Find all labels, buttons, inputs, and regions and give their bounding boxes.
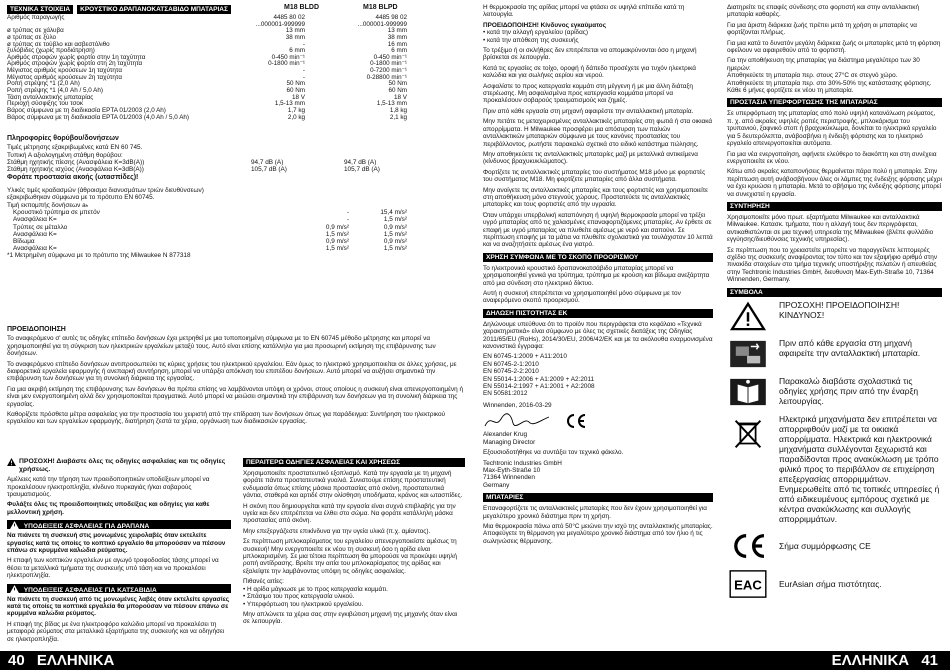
row-value: 0,9 m/s² [383,223,407,231]
row-value: 1,5-13 mm [274,100,305,108]
list-item: EN 55014-2:1997 + A1:2001 + A2:2008 [483,383,595,391]
conformity-heading: ΔΗΛΩΣΗ ΠΙΣΤΟΤΗΤΑΣ ΕΚ [483,309,713,318]
paragraph: Φορτίζετε τις ανταλλακτικές μπαταρίες του συστήματος M18 μόνο με φορτιστές του συστήματος M18. Μη φορτίζετε μπαταρίες από άλλα συστήματα. [483,168,706,184]
spec-rows [7,15,407,121]
paragraph: Κατά τις εργασίες σε τοίχο, οροφή ή δάπεδο προσέχετε για τυχόν ηλεκτρικά καλώδια και για σωλήνες αερίου και νερού. [483,64,696,80]
vibration-footnote: *1 Μετρημένη σύμφωνα με το πρότυπο της Milwaukee N 877318 [7,252,191,260]
row-label: Τρύπες σε μέταλλο [13,223,68,231]
further-safety-column [243,458,465,629]
spec-subtitle: ΚΡΟΥΣΤΙΚΟ ΔΡΑΠΑΝΟΚΑΤΣΑΒΙΔΟ ΜΠΑΤΑΡΙΑΣ [77,5,231,14]
screw-safety-heading: ΥΠΟΔΕΙΞΕΙΣ ΑΣΦΑΛΕΙΑΣ ΓΙΑ ΚΑΤΣΑΒΙΔΙΑ [7,584,231,593]
symbol-text: ΠΡΟΣΟΧΗ! ΠΡΟΕΙΔΟΠΟΙΗΣΗ! ΚΙΝΔΥΝΟΣ! [779,299,900,320]
row-value: - [346,209,349,217]
row-label: Κρουστικό τρύπημα σε μπετόν [13,209,100,217]
row-value: 50 Nm [286,80,305,88]
row-label: Βάρος σύμφωνα με τη διαδικασία EPTA 01/2003 (4,0 Ah / 5,0 Ah) [7,113,190,121]
row-value: 0-450 min⁻¹ [373,53,407,61]
symbol-row [727,568,942,600]
list-item: • Η αρίδα μάγκωσε με το προς κατεργασία κομμάτι. [243,586,465,593]
conformity-p1: Δηλώνουμε υπεύθυνα ότι το προϊόν που περιγράφεται στο κεφάλαιο «Τεχνικά χαρακτηριστικά» είναι σύμφωνο με όλες τις σχετικές διατάξεις της Οδηγίας 2011/65/EU (RoHs), 2014/30/EU, 2006/42/EK και με τα ακόλουθα εναρμονισμένα κανονιστικά έγγραφα: [483,320,713,351]
row-label: ξυλόβιδες (χωρίς προδιάτρηση) [7,47,95,55]
row-label: Ανασφάλεια K= [13,216,57,224]
spec-header [7,4,407,14]
paragraph: Για μια άριστη διάρκεια ζωής πρέπει μετά τη χρήση οι μπαταρίες να φορτίζονται πλήρως. [727,21,917,37]
company-address [483,460,713,490]
row-label: Ροπή στρέψης *1 (2,0 Ah) [7,80,80,88]
footer-left [0,651,475,670]
row-label: ø τρύπας σε χάλυβα [7,27,64,35]
row-value: 1,5 m/s² [325,245,349,253]
safety-column [7,458,231,646]
conformity-date: Winnenden, 2016-03-29 [483,401,552,409]
spec-col2: M18 BLPD [363,4,398,11]
symbol-row [727,376,942,408]
signature-icon [483,411,553,431]
address-line: 71364 Winnenden [483,474,535,482]
table-row [13,238,407,245]
overload-heading: ΠΡΟΣΤΑΣΙΑ ΥΠΕΡΦΟΡΤΩΣΗΣ ΤΗΣ ΜΠΑΤΑΡΙΑΣ [727,98,942,107]
address-line: Germany [483,481,510,489]
row-value: ...000001-999999 [255,20,305,28]
drill-safety-body: Η επαφή των κοπτικών εργαλείων με αγωγό τροφοδοσίας τάσης μπορεί να θέσει τα μεταλλικά τμήματα της συσκευής υπό τάση και να προκαλέσει ηλεκτροπληξία. [7,557,219,580]
table-row [7,115,407,122]
row-value: 16 mm [387,40,407,48]
batteries-heading: ΜΠΑΤΑΡΙΕΣ [483,493,713,502]
row-value: 94,7 dB (A) [251,159,284,167]
warning-triangle-icon [7,458,16,466]
row-value: 15,4 m/s² [380,209,407,217]
row-value: 0-1800 min⁻¹ [268,60,305,68]
table-row [13,231,407,238]
warning-heading: ΠΡΟΕΙΔΟΠΟΙΗΣΗ [7,326,66,333]
paragraph: Πριν από κάθε εργασία στη μηχανή αφαιρέστε την ανταλλακτική μπαταρία. [483,107,694,115]
table-row [7,28,407,35]
row-value: 1,5 m/s² [383,245,407,253]
row-value: 0-1800 min⁻¹ [370,60,407,68]
warning-triangle-icon [10,521,19,529]
row-label: Αριθμός στροφών χωρίς φορτίο στη 2η ταχύτητα [7,60,143,68]
paragraph: Ασφαλίστε το προς κατεργασία κομμάτι στη μέγγενη ή με μια άλλη διάταξη στερέωσης. Μη ασφαλισμένα προς κατεργασία κομμάτια μπορεί να προκαλέσουν σοβαρούς τραυματισμούς και ζημιές. [483,82,693,105]
row-label: Τάση ανταλλακτικής μπαταρίας [7,93,94,101]
row-label: ø τρύπας σε τούβλο και ασβεστόλιθο [7,40,110,48]
page-number-left: 40 [8,652,25,669]
paragraph: Για μια κατά το δυνατόν μεγάλη διάρκεια ζωής οι μπαταρίες μετά τη φόρτιση οφείλουν να αφαιρεθούν από το φορτιστή. [727,39,941,55]
paragraph: Αποθηκεύετε τη μπαταρία περ. στο 30%-50% της κατάστασης φόρτισης. [727,79,932,87]
row-value: 4485 80 02 [273,14,305,21]
drill-safety-bold: Να πιάνετε τη συσκευή στις μονωμένες χειρολαβές όταν εκτελείτε εργασίες κατά τις οποίες το κοπτικό εργαλείο θα μπορούσαν να πέσουν επάνω σε κρυμμένα καλώδια ρεύματος. [7,532,226,555]
footer-right [475,651,950,670]
row-value: 0,9 m/s² [325,223,349,231]
burn-list [483,29,713,44]
row-label: Στάθμη ηχητικής ισχύος (Ανασφάλεια K=3dB(A)) [7,166,144,174]
row-value: 2,0 kg [287,113,305,121]
paragraph: Η θερμοκρασία της αρίδας μπορεί να φτάσει σε υψηλά επίπεδα κατά τη λειτουργία. [483,4,685,19]
symbol-row [727,300,942,332]
footer-language-right: ΕΛΛΗΝΙΚΑ [831,652,910,669]
row-value: 1,5 m/s² [383,216,407,224]
row-label: Μέγιστος αριθμός κρούσεων 2η ταχύτητα [7,73,122,81]
row-label: Μέγιστος αριθμός κρούσεων 1η ταχύτητα [7,67,122,75]
batteries-p1: Επαναφορτίζετε τις ανταλλακτικές μπαταρίες που δεν έχουν χρησιμοποιηθεί για μεγαλύτερο χρονικό διάστημα πριν τη χρήση. [483,505,707,520]
table-row [13,216,407,223]
spec-table [7,4,407,121]
row-label: Αριθμός παραγωγής [7,14,65,21]
row-value: 1,5-13 mm [376,100,407,108]
general-warning-body: Αμέλειες κατά την τήρηση των προειδοποιητικών υποδείξεων μπορεί να προκαλέσουν ηλεκτροπληξία, κίνδυνο πυρκαγιάς ή/και σοβαρούς τραυματισμούς. [7,476,210,498]
list-item: • κατά την αλλαγή εργαλείου (αρίδας) [483,29,713,36]
row-value: 0,9 m/s² [383,237,407,245]
symbol-row [727,338,942,370]
read-manual-icon [727,376,769,408]
row-value: 6 mm [289,47,305,55]
further-safety-final: Μην απλώνετε τα χέρια σας στην εγκιβώτιση μηχανή της μηχανής όταν είναι σε λειτουργία. [243,610,458,626]
row-value: - [302,67,305,75]
right-column-1 [483,4,713,548]
row-value: - [302,40,305,48]
row-value: 18 V [292,93,305,101]
row-label: Βίδωμα [13,237,35,245]
authorized-text: Εξουσιοδοτήθηκε να συντάξει τον τεχνικό φάκελο. [483,449,624,457]
intended-use-heading: ΧΡΗΣΗ ΣΥΜΦΩΝΑ ΜΕ ΤΟ ΣΚΟΠΟ ΠΡΟΟΡΙΣΜΟΥ [483,253,713,262]
noise-heading: Πληροφορίες θορύβου/δονήσεων [7,135,119,142]
noise-warning: Φοράτε προστασία ακοής (ωτασπίδες)! [7,173,139,181]
vibration-intro: Υλικές τιμές κραδασμών (άθροισμα διανυσμάτων τριών διευθύνσεων) εξακριβωθηκαν σύμφωνα με το πρότυπο EN 60745. [7,187,204,202]
noise-rows [7,159,407,173]
general-warning-keep: Φυλάξτε όλες τις προειδοποιητικές υποδείξεις και οδηγίες για καθε μελλοντική χρήση. [7,501,210,516]
row-value: 2,1 kg [389,113,407,121]
address-line: Max-Eyth-Straße 10 [483,466,541,474]
ce-mark-icon [565,413,587,429]
right-column-2 [727,4,942,606]
row-label: Ανασφάλεια K= [13,230,57,238]
further-safety-paragraph: Μην επεξεργάζεστε επικίνδυνα για την υγεία υλικά (π.χ. αμίαντος). [243,527,431,535]
row-value: 105,7 dB (A) [251,166,287,174]
signer-name: Alexander Krug [483,431,528,439]
row-value: 0-450 min⁻¹ [271,53,305,61]
warning-paragraph: Καθορίζετε πρόσθετα μέτρα ασφαλείας για την προστασία του χειριστή από την επίδραση των δονήσεων όπως για παράδειγμα: Συντήρηση του ηλεκτρικού εργαλείου και των εργαλείων εφαρμογής, διατήρηση ζεστά τα χέρια, οργάνωση των διαδικασιών εργασίας. [7,411,446,426]
symbol-text: Σήμα συμμόρφωσης CE [779,540,871,551]
ce-mark-icon [727,530,769,562]
weee-bin-icon [727,414,769,454]
row-label: ø τρύπας σε ξύλο [7,33,57,41]
maintenance-heading: ΣΥΝΤΗΡΗΣΗ [727,202,942,211]
row-value: 18 V [394,93,407,101]
row-value: 1,5 m/s² [325,230,349,238]
warning-section [7,322,465,429]
noise-line: Τιμές μέτρησης εξακριβωμένες κατά EN 60 745. [7,144,143,152]
causes-intro: Πιθανές αιτίες: [243,578,284,586]
warning-paragraph: Το αναφερόμενο σ' αυτές τις οδηγίες επίπεδο δονήσεων έχει μετρηθεί με μια τυποποιημένη σύμφωνα με το EN 60745 μέθοδο μέτρησης και μπορεί να χρησιμοποιηθεί για τη σύγκριση των ηλεκτρικών εργαλείων μεταξύ τους. Αυτό είναι επίσης κατάλληλο για μια προσωρινή εκτίμηση της επιβάρυνσης των δονήσεων. [7,335,436,358]
signature-area [483,411,713,431]
table-row [13,209,407,216]
paragraph: Μην ανοίγετε τις ανταλλακτικές μπαταρίες και τους φορτιστές και χρησιμοποιείτε στη αποθήκευση μόνο στεγνούς χώρους. Προστατεύετε τις ανταλλακτικές μπαταρίες και τους φορτιστές από την υγρασία. [483,186,709,209]
list-item: EN 55014-1:2006 + A1:2009 + A2:2011 [483,375,595,383]
remove-battery-icon [727,338,769,370]
burn-warning: ΠΡΟΕΙΔΟΠΟΙΗΣΗ! Κίνδυνος εγκαύματος [483,21,607,29]
vibration-rows [7,209,407,252]
spec-title: ΤΕΧΝΙΚΑ ΣΤΟΙΧΕΙΑ [7,5,73,14]
list-item: • Υπερφόρτωση του ηλεκτρικού εργαλείου. [243,601,465,608]
warning-triangle-icon [10,585,19,593]
screw-safety-bold: Να πιάνετε τη συσκευή από τις μονωμένες λαβές όταν εκτελείτε εργασίες κατά τις οποίες τα κοπτικά εργαλεία θα μπορούσαν να πέσουν επάνω σε κρυμμένα καλώδια ρεύματος. [7,595,230,618]
paragraph: Διατηρείτε τις επαφές σύνδεσης στο φορτιστή και στην ανταλλακτική μπαταρία καθαρές. [727,4,920,19]
row-label: Αριθμός στροφών χωρίς φορτίο στην 1η ταχύτητα [7,53,146,61]
further-safety-paragraph: Η σκόνη που δημιουργείται κατά την εργασία είναι συχνά επιβλαβής για την υγεία και δεν επιτρέπεται να έλθει στο σώμα. Να φοράτε κατάλληλη μάσκα προστασίας από σκόνη. [243,502,456,525]
row-value: 0,9 m/s² [325,237,349,245]
row-label: Ανασφάλεια K= [13,245,57,253]
overload-p2: Για μια νέα ενεργοποίηση, αφήνετε ελεύθερο το διακόπτη και στη συνέχεια ενεργοποιείτε εκ νέου. [727,150,937,165]
list-item: • κατά την απόθεση της συσκευής [483,37,713,44]
row-value: 1,7 kg [287,106,305,114]
overload-p1: Σε υπερφόρτωση της μπαταρίας από πολύ υψηλή κατανάλωση ρεύματος, π. χ. από ακραίες υψηλές ροπές περιστροφής, μπλοκάρισμα του τρυπανιού, ξαφνικό στοπ ή βραχυκύκλωμα, δονείται το ηλεκτρικό εργαλείο για 5 δευτερόλεπτα, ανάβοσβήνει η ένδειξη φόρτισης και το ηλεκτρικό εργαλείο απενεργοποιείται αυτόματα. [727,110,937,148]
eac-mark-icon [727,568,769,600]
page-number-right: 41 [921,652,938,669]
symbol-text: Πριν από κάθε εργασία στη μηχανή αφαιρείτε την ανταλλακτική μπαταρία. [779,337,921,358]
overload-p3: Κάτω από ακραίες καταπονήσεις θερμαίνεται πάρα πολύ η μπαταρία. Στην περίπτωση αυτή ανάβοσβήνουν όλες οι λάμπες της ένδειξης φόρτισης μέχρι να έχει κρυώσει η μπαταρία. Μετά το σβήσιμο της ένδειξης φόρτισης μπορεί να συνεχιστεί η εργασία. [727,168,942,198]
table-row [7,15,407,22]
row-value: 6 mm [391,47,407,55]
batteries-p2: Μια θερμοκρασία πάνω από 50°C μειώνει την ισχύ της ανταλλακτικής μπαταρίας. Αποφεύγετε τη θέρμανση για μεγαλύτερο χρονικό διάστημα από τον ήλιο ή τις σωληνώσεις θέρμανσης. [483,522,713,545]
row-label: Περιοχή σύσφιξης του τσοκ [7,100,84,108]
row-label: Βάρος σύμφωνα με τη διαδικασία EPTA 01/2003 (2,0 Ah) [7,106,166,114]
row-value: 0-7200 min⁻¹ [370,67,407,75]
symbol-row [727,414,942,524]
row-value: 38 mm [387,33,407,41]
further-safety-paragraph: Σε περίπτωση μπλοκαρίσματος του εργαλείου απενεργοποιείστε αμέσως τη συσκευή! Μην ενεργοποιείτε εκ νέου τη συσκευή όσο η αρίδα είναι μπλοκαρισμένη. Σε μια τέτοια περίπτωση θα μπορούσε να προκύψει υψηλή ροπή αντίδρασης. Βρείτε την αιτία του μπλοκαρίσματος της αρίδας και εξαλείψτε την λαμβάνοντας υπόψη τις οδηγίες ασφαλείας. [243,538,457,575]
noise-block [7,131,407,260]
row-value: 1,5 m/s² [383,230,407,238]
table-row [13,245,407,252]
paragraph: Το τρέξιμο ή οι σκλήθρες δεν επιτρέπεται να απομακρύνονται όσο η μηχανή βρίσκεται σε λειτουργία. [483,47,697,62]
symbol-text: EurAsian σήμα πιστότητας. [779,578,882,589]
list-item: EN 50581:2012 [483,390,528,398]
warning-triangle-icon [727,300,769,332]
row-value: - [302,73,305,81]
further-safety-heading: ΠΕΡΑΙΤΕΡΩ ΟΔΗΓΙΕΣ ΑΣΦΑΛΕΙΑΣ ΚΑΙ ΧΡΗΣΕΩΣ [243,458,465,467]
symbols-heading: ΣΥΜΒΟΛΑ [727,288,942,297]
standards-list [483,353,713,397]
list-item: • Σπάσιμο του προς κατεργασία υλικού. [243,593,465,600]
row-value: 0-28800 min⁻¹ [366,73,407,81]
signer-title: Managing Director [483,438,536,446]
warning-paragraph: Για μια ακριβή εκτίμηση της επιβάρυνσης των δονήσεων θα πρέπει επίσης να λαμβάνονται υπόψη οι χρόνοι, στους οποίους η συσκευή είναι απενεργοποιημένη ή είναι μεν ενεργοποιημένη αλλά δεν χρησιμοποιείται πραγματικά. Αυτό μπορεί να μειώσει σημαντικά την επιβάρυνση των δονήσεων για τη συνολική διάρκεια της εργασίας. [7,385,463,408]
row-value: 13 mm [285,27,305,35]
row-value: 13 mm [387,27,407,35]
general-warning-heading: ΠΡΟΣΟΧΗ! Διαβάστε όλες τις οδηγίες ασφαλείας και τις οδηγίες χρήσεως. [7,458,231,473]
row-value: 4485 98 02 [375,14,407,21]
row-value: - [346,216,349,224]
row-label: Στάθμη ηχητικής πίεσης (Ανασφάλεια K=3dB(A)) [7,159,145,167]
intended-use-p1: Το ηλεκτρονικό κρουστικό δραπανοκατσάβιδο μπαταρίας μπορεί να χρησιμοποιηθεί γενικά για τρύπημα, τρύπημα με κρούση και βίδωμα ανεξάρτητα από μια σύνδεση στο ηλεκτρικό δίκτυο. [483,264,710,287]
footer-language-left: ΕΛΛΗΝΙΚΑ [36,652,115,669]
row-value: 105,7 dB (A) [344,166,380,174]
svg-text:EAC: EAC [734,577,762,593]
maintenance-p1: Χρησιμοποιείτε μόνο πρωτ. εξαρτήματα Milwaukee και ανταλλακτικά Milwaukee. Κατασκ. τμήματα, που η αλλαγή τους δεν περιγράφεται, αντικαθιστώνται σε μια τεχνική υπηρεσία της Milwaukee (βλέπε φυλλάδιο εγγύησης/διευθύνσεις τεχνικής υπηρεσίας). [727,213,934,244]
page-right [475,0,950,670]
row-value: 60 Nm [388,87,407,95]
address-line: Techtronic Industries GmbH [483,459,562,467]
list-item: EN 60745-1:2009 + A11:2010 [483,353,567,361]
vibration-emission: Τιμή εκπομπής δονήσεων aₕ [7,201,89,209]
causes-list [243,586,465,608]
maintenance-p2: Σε περίπτωση που το χρειαστείτε μπορείτε να παραγγείλετε λεπτομερές σχέδιο της συσκευής αναφέροντας τον τύπο και τον εξαψήφιο αριθμό στην πινακίδα στοιχείων στο τμήμα τεχνικής υποστήριξης πελατών ή απευθείας στην Techtronic Industries GmbH, διευθυνση Max-Eyth-Straße 10, 71364 Winnenden, Germany. [727,246,938,284]
symbol-text: Ηλεκτρικά μηχανήματα δεν επιτρέπεται να απορριφθούν μαζί με τα οικιακά απορρίμματα. Ηλεκτρικά και ηλεκτρονικά μηχανήματα συλλέγονται ξεχωριστά και παραδίδονται προς ανακύκλωση με τρόπο φιλικό προς το περιβάλλον σε επιχείρηση επεξεργασίας απορριμμάτων. Ενημερωθείτε από τις τοπικές υπηρεσίες ή από ειδικευμένους εμπόρους σχετικά με κέντρα ανακύκλωσης και συλλογής απορριμμάτων. [779,413,940,524]
paragraph: Για την αποθήκευση της μπαταρίας για διάστημα μεγαλύτερο των 30 ημερών: [727,57,920,72]
paragraph: Κάθε 6 μήνες φορτίζετε εκ νέου τη μπαταρία. [727,87,854,95]
row-value: 50 Nm [388,80,407,88]
symbol-text: Παρακαλώ διαβάστε σχολαστικά τις οδηγίες χρήσης πριν από την έναρξη λειτουργίας. [779,375,919,406]
table-row [13,224,407,231]
table-row [7,22,407,29]
paragraph: Μην πετάτε τις μεταχειρισμένες ανταλλακτικές μπαταρίες στη φωτιά ή στα οικιακά απορρίμματα. Η Milwaukee προσφέρει μια απόσυρση των παλιών ανταλλακτικών μπαταριών σύμφωνα με τους κανόνες προστασίας του περιβάλλοντος, ρωτήστε παρακαλώ σχετικά στο ειδικό κατάστημα πώλησης. [483,118,713,148]
list-item: EN 60745-2-2:2010 [483,368,539,376]
row-value: ...000001-999999 [357,20,407,28]
warning-paragraph: Το αναφερόμενο επίπεδο δονήσεων αντιπροσωπεύει τις κύριες χρήσεις του ηλεκτρικού εργαλείου. Εάν όμως το ηλεκτρικό χρησιμοποιείται σε άλλες χρήσεις, με διαφορετικά εργαλεία εφαρμογής ή ανεπαρκή συντήρηση, μπορεί να υπάρξει απόκλιση του επιπέδου δονήσεων. Αυτό μπορεί να αυξήσει σημαντικά την επιβάρυνση των δονήσεων για τη συνολική διάρκεια της εργασίας. [7,360,457,383]
row-value: 94,7 dB (A) [344,159,377,167]
symbol-row [727,530,942,562]
row-value: 1,8 kg [389,106,407,114]
intended-use-p2: Αυτή η συσκευή επιτρέπεται να χρησιμοποιηθεί μόνο σύμφωνα με τον αναφερόμενο σκοπό προορισμού. [483,290,681,305]
noise-line: Τυπική Α αξιολογημένη στάθμη θορύβου: [7,151,123,159]
paragraph: Αποθηκεύετε τη μπαταρία περ. στους 27°C σε στεγνό χώρο. [727,72,898,80]
row-value: 38 mm [285,33,305,41]
paragraph: Μην αποθηκεύετε τις ανταλλακτικές μπαταρίες μαζί με μεταλλικά αντικείμενα (κίνδυνος βραχυκυκλώματος). [483,150,698,166]
paragraph: Όταν υπάρχει υπερβολική καταπόνηση ή υψηλή θερμοκρασία μπορεί να τρέξει υγρό μπαταρίας από τις χαλασμένες επαναφορτιζόμενες μπαταρίες. Αν έρθετε σε επαφή με υγρό μπαταρίας να πλυθείτε αμέσως με νερό και σαπούνι. Σε περίπτωση επαφής με τα μάτια να πλυθείτε σχολαστικά για τουλάχιστον 10 λεπτά και να αναζητήσετε αμέσως ένα γιατρό. [483,211,713,249]
screw-safety-body: Η επαφή της βίδας με ένα ηλεκτροφόρο καλώδιο μπορεί να προκαλέσει τη μεταφορά ρεύματος στα μεταλλικά εξαρτήματα της συσκευής και να οδηγήσει σε ηλεκτροπληξία. [7,620,225,643]
row-label: Ροπή στρέψης *1 (4,0 Ah / 5,0 Ah) [7,87,103,95]
spec-col1: M18 BLDD [284,4,320,11]
drill-safety-heading: ΥΠΟΔΕΙΞΕΙΣ ΑΣΦΑΛΕΙΑΣ ΓΙΑ ΔΡΑΠΑΝΑ [7,520,231,529]
list-item: EN 60745-2-1:2010 [483,360,539,368]
row-value: 60 Nm [286,87,305,95]
table-row [7,166,407,173]
further-safety-paragraph: Χρησιμοποιείτε προστατευτικό εξοπλισμό. Κατά την εργασία με τη μηχανή φοράτε πάντα προστατευτικά γυαλιά. Συνιστούμε επίσης προστατευτική ενδυμασία όπως επίσης μάσκα προστασίας από σκόνη, προστατευτικά γάντια, σταθερά και αρτιδέ στην ολίσθηση υποδήματα, κράνος και ωτασπίδες. [243,470,463,500]
